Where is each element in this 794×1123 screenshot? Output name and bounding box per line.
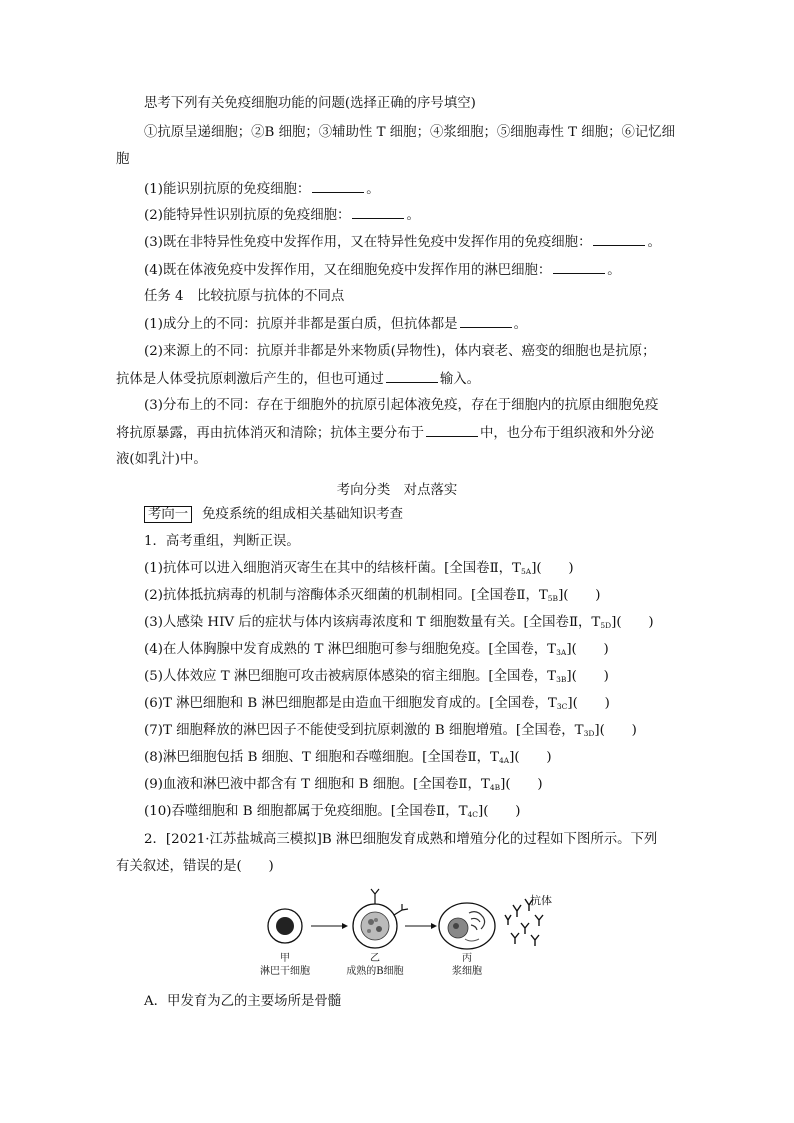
- direction-tag: 考向一: [144, 506, 192, 523]
- option-a[interactable]: A．甲发育为乙的主要场所是骨髓: [144, 994, 342, 1009]
- question-2-line-2: 有关叙述，错误的是( ): [116, 859, 274, 874]
- answer-bracket[interactable]: ]( ): [531, 561, 574, 576]
- answer-blank[interactable]: [460, 315, 512, 328]
- answer-blank[interactable]: [553, 261, 605, 274]
- judgment-item: (4)在人体胸腺中发育成熟的 T 淋巴细胞可参与细胞免疫。[全国卷，$T_{3A}$]( ): [144, 642, 609, 657]
- arrow-icon: [405, 923, 437, 929]
- yi-name: 成熟的B细胞: [346, 966, 404, 977]
- answer-bracket[interactable]: ]( ): [567, 696, 610, 711]
- jia-label: 甲: [280, 953, 290, 964]
- bing-name: 浆细胞: [452, 966, 482, 977]
- options-line-1: ①抗原呈递细胞；②B 细胞；③辅助性 T 细胞；④浆细胞；⑤细胞毒性 T 细胞；⑥记忆细: [144, 125, 676, 140]
- receptor-icon: [371, 889, 379, 904]
- judgment-item: (3)人感染 HIV 后的症状与体内该病毒浓度和 T 细胞数量有关。[全国卷Ⅱ，$T_{5D}$]( ): [144, 615, 654, 630]
- antibody-label: 抗体: [530, 894, 552, 907]
- judgment-item: (10)吞噬细胞和 B 细胞都属于免疫细胞。[全国卷Ⅱ，$T_{4C}$]( ): [144, 804, 521, 819]
- question-1-heading: 1．高考重组，判断正误。: [144, 534, 300, 549]
- mature-b-cell-yi: [353, 889, 408, 948]
- answer-blank[interactable]: [386, 370, 438, 383]
- task4-title: 任务 4 比较抗原与抗体的不同点: [144, 289, 345, 304]
- judgment-item: (8)淋巴细胞包括 B 细胞、T 细胞和吞噬细胞。[全国卷Ⅱ，$T_{4A}$]( ): [144, 750, 552, 765]
- task4-point-3-line-1: (3)分布上的不同：存在于细胞外的抗原引起体液免疫，存在于细胞内的抗原由细胞免疫: [144, 398, 659, 413]
- options-line-2: 胞: [116, 152, 130, 167]
- fill-question-2: (2)能特异性识别抗原的免疫细胞： 。: [144, 208, 420, 223]
- answer-bracket[interactable]: ]( ): [566, 642, 609, 657]
- answer-bracket[interactable]: ]( ): [611, 615, 654, 630]
- judgment-item: (7)T 细胞释放的淋巴因子不能使受到抗原刺激的 B 细胞增殖。[全国卷，$T_{3D}$]( ): [144, 723, 637, 738]
- answer-bracket[interactable]: ]( ): [594, 723, 637, 738]
- plasma-cell-bing: [439, 903, 495, 949]
- task4-point-2-line-2: 抗体是人体受抗原刺激后产生的，但也可通过 输入。: [116, 372, 480, 387]
- answer-blank[interactable]: [312, 180, 364, 193]
- answer-blank[interactable]: [426, 424, 478, 437]
- section-title: 考向分类 对点落实: [336, 483, 458, 498]
- fill-question-1: (1)能识别抗原的免疫细胞： 。: [144, 182, 380, 197]
- judgment-item: (1)抗体可以进入细胞消灭寄生在其中的结核杆菌。[全国卷Ⅱ，$T_{5A}$]( ): [144, 561, 574, 576]
- judgment-item: (5)人体效应 T 淋巴细胞可攻击被病原体感染的宿主细胞。[全国卷，$T_{3B}$]( ): [144, 669, 609, 684]
- direction-title: 免疫系统的组成相关基础知识考查: [202, 507, 404, 522]
- answer-blank[interactable]: [352, 206, 404, 219]
- judgment-item: (6)T 淋巴细胞和 B 淋巴细胞都是由造血干细胞发育成的。[全国卷，$T_{3C}$]( ): [144, 696, 610, 711]
- yi-label: 乙: [370, 953, 380, 964]
- jia-name: 淋巴干细胞: [260, 966, 310, 977]
- receptor-icon: [394, 904, 408, 915]
- answer-bracket[interactable]: ]( ): [478, 804, 521, 819]
- direction-heading: [144, 506, 403, 524]
- answer-blank[interactable]: [593, 233, 645, 246]
- task4-point-2-line-1: (2)来源上的不同：抗原并非都是外来物质(异物性)，体内衰老、癌变的细胞也是抗原；: [144, 344, 656, 359]
- task4-point-3-line-2: 将抗原暴露，再由抗体消灭和清除；抗体主要分布于 中，也分布于组织液和外分泌: [116, 426, 655, 441]
- arrow-icon: [311, 923, 348, 929]
- intro-question: 思考下列有关免疫细胞功能的问题(选择正确的序号填空): [144, 96, 476, 111]
- answer-bracket[interactable]: ]( ): [509, 750, 552, 765]
- stem-cell-jia: [268, 909, 302, 943]
- fill-question-4: (4)既在体液免疫中发挥作用，又在细胞免疫中发挥作用的淋巴细胞： 。: [144, 263, 621, 278]
- question-2-line-1: 2．[2021·江苏盐城高三模拟]B 淋巴细胞发育成熟和增殖分化的过程如下图所示。下列: [144, 832, 658, 847]
- judgment-item: (2)抗体抵抗病毒的机制与溶酶体杀灭细菌的机制相同。[全国卷Ⅱ，$T_{5B}$]( ): [144, 588, 601, 603]
- answer-bracket[interactable]: ]( ): [566, 669, 609, 684]
- task4-point-1: (1)成分上的不同：抗原并非都是蛋白质，但抗体都是 。: [144, 317, 527, 332]
- bing-label: 丙: [462, 953, 472, 964]
- answer-bracket[interactable]: ]( ): [558, 588, 601, 603]
- judgment-item: (9)血液和淋巴液中都含有 T 细胞和 B 细胞。[全国卷Ⅱ，$T_{4B}$]( ): [144, 777, 543, 792]
- answer-bracket[interactable]: ]( ): [500, 777, 543, 792]
- fill-question-3: (3)既在非特异性免疫中发挥作用，又在特异性免疫中发挥作用的免疫细胞： 。: [144, 235, 661, 250]
- task4-point-3-line-3: 液(如乳汁)中。: [116, 452, 207, 467]
